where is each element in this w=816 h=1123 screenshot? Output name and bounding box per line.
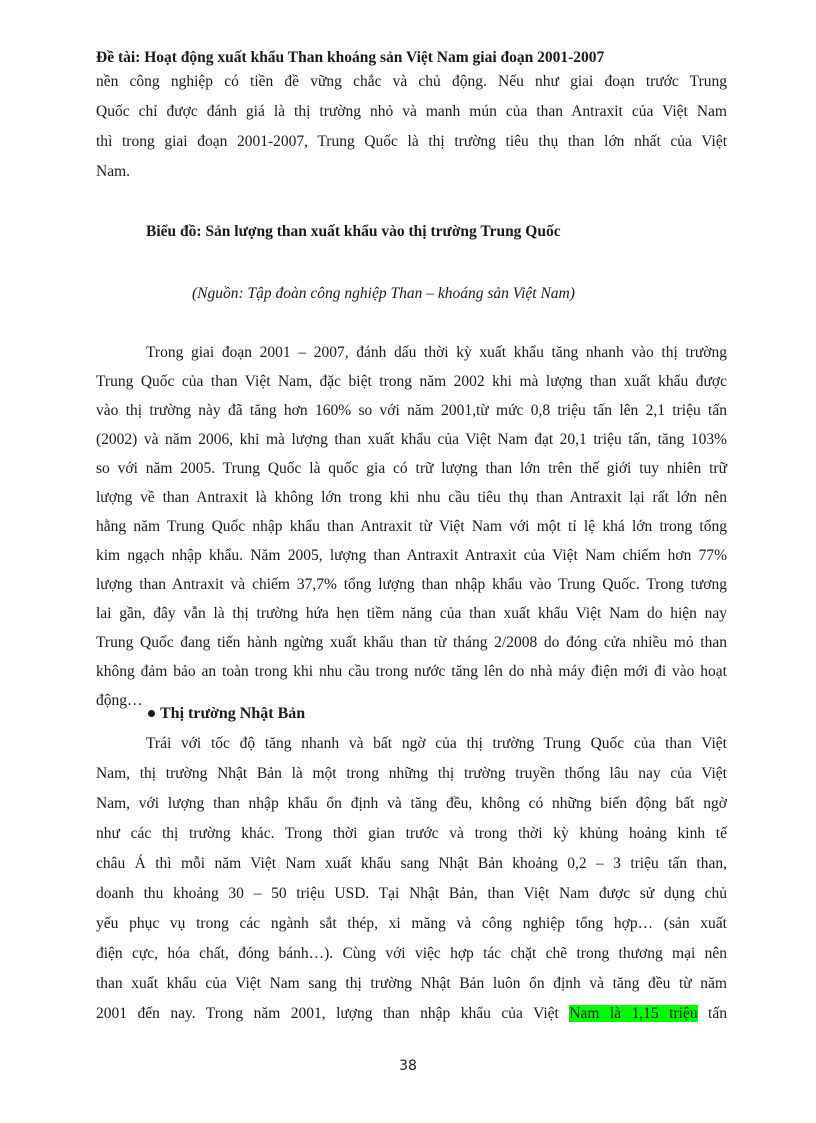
intro-line: thì trong giai đoạn 2001-2007, Trung Quốc là thị trường tiêu thụ than lớn nhất của Việt — [96, 133, 727, 150]
china-paragraph-line: so với năm 2005. Trung Quốc là quốc gia có trữ lượng than lớn trên thế giới tuy nhiên trữ — [96, 460, 727, 477]
intro-line: nền công nghiệp có tiền đề vững chắc và chủ động. Nếu như giai đoạn trước Trung — [96, 73, 727, 90]
china-paragraph-line: động… — [96, 692, 143, 709]
china-paragraph-line: (2002) và năm 2006, khi mà lượng than xuất khẩu của Việt Nam đạt 20,1 triệu tấn, tăng 103% — [96, 431, 727, 448]
intro-line: Quốc chỉ được đánh giá là thị trường nhỏ và manh mún của than Antraxit của Việt Nam — [96, 103, 727, 120]
japan-heading-text: Thị trường Nhật Bản — [160, 705, 306, 722]
page-number: 38 — [399, 1058, 417, 1074]
japan-paragraph-last-line — [96, 1003, 727, 1025]
china-paragraph-line: Trong giai đoạn 2001 – 2007, đánh dấu thời kỳ xuất khẩu tăng nhanh vào thị trường — [146, 344, 727, 361]
china-paragraph-line: không đảm bảo an toàn trong khi nhu cầu trong nước tăng lên do nhà máy điện mới đi vào hoạt — [96, 663, 727, 680]
japan-paragraph-line: doanh thu khoảng 30 – 50 triệu USD. Tại Nhật Bản, than Việt Nam được sử dụng chủ — [96, 885, 727, 902]
china-paragraph-line: hằng năm Trung Quốc nhập khẩu than Antraxit từ Việt Nam với một tỉ lệ khá lớn trong tổng — [96, 518, 727, 535]
last-line-text-after: tấn — [697, 1005, 727, 1022]
china-paragraph-line: lai gần, đây vẫn là thị trường hứa hẹn tiềm năng của than xuất khẩu Việt Nam do hiện nay — [96, 605, 727, 622]
japan-paragraph-line: than xuất khẩu của Việt Nam sang thị trường Nhật Bản luôn ổn định và tăng đều từ năm — [96, 975, 727, 992]
china-paragraph-line: lượng về than Antraxit là không lớn trong khi nhu cầu tiêu thụ than Antraxit lại rất lớn nên — [96, 489, 727, 506]
last-line-text-before: 2001 đến nay. Trong năm 2001, lượng than nhập khẩu của Việt — [96, 1005, 570, 1022]
japan-paragraph-line: như các thị trường khác. Trong thời gian trước và trong thời kỳ khủng hoảng kinh tế — [96, 825, 727, 842]
intro-line: Nam. — [96, 163, 131, 180]
china-paragraph-line: vào thị trường này đã tăng hơn 160% so với năm 2001,từ mức 0,8 triệu tấn lên 2,1 triệu tấn — [96, 402, 727, 419]
page-header-title: Đề tài: Hoạt động xuất khẩu Than khoáng sản Việt Nam giai đoạn 2001-2007 — [96, 49, 605, 66]
highlighted-text: Nam là 1,15 triệu — [569, 1005, 698, 1022]
bullet-icon — [148, 710, 155, 717]
figure-caption: Biểu đồ: Sản lượng than xuất khẩu vào thị trường Trung Quốc — [146, 223, 561, 240]
japan-paragraph-line: Trái với tốc độ tăng nhanh và bất ngờ của thị trường Trung Quốc của than Việt — [146, 735, 727, 752]
japan-section-heading — [148, 703, 305, 725]
japan-paragraph-line: Nam, thị trường Nhật Bản là một trong những thị trường truyền thống lâu nay của Việt — [96, 765, 727, 782]
china-paragraph-line: kim ngạch nhập khẩu. Năm 2005, lượng than Antraxit Antraxit của Việt Nam chiếm hơn 77% — [96, 547, 727, 564]
japan-paragraph-line: điện cực, hóa chất, đóng bánh…). Cùng với việc hợp tác chặt chẽ trong thương mại nên — [96, 945, 727, 962]
china-paragraph-line: lượng than Antraxit và chiếm 37,7% tổng lượng than nhập khẩu vào Trung Quốc. Trong tương — [96, 576, 727, 593]
japan-paragraph-line: yếu phục vụ trong các ngành sắt thép, xi măng và công nghiệp tổng hợp… (sản xuất — [96, 915, 727, 932]
china-paragraph-line: Trung Quốc của than Việt Nam, đặc biệt trong năm 2002 khi mà lượng than xuất khẩu được — [96, 373, 727, 390]
japan-paragraph-line: châu Á thì mỗi năm Việt Nam xuất khẩu sang Nhật Bản khoảng 0,2 – 3 triệu tấn than, — [96, 855, 727, 872]
japan-paragraph-line: Nam, với lượng than nhập khẩu ổn định và tăng đều, không có những biến động bất ngờ — [96, 795, 727, 812]
figure-source: (Nguồn: Tập đoàn công nghiệp Than – khoáng sản Việt Nam) — [192, 285, 575, 302]
china-paragraph-line: Trung Quốc đang tiến hành ngừng xuất khẩu than từ tháng 2/2008 do đóng cửa nhiều mỏ than — [96, 634, 727, 651]
